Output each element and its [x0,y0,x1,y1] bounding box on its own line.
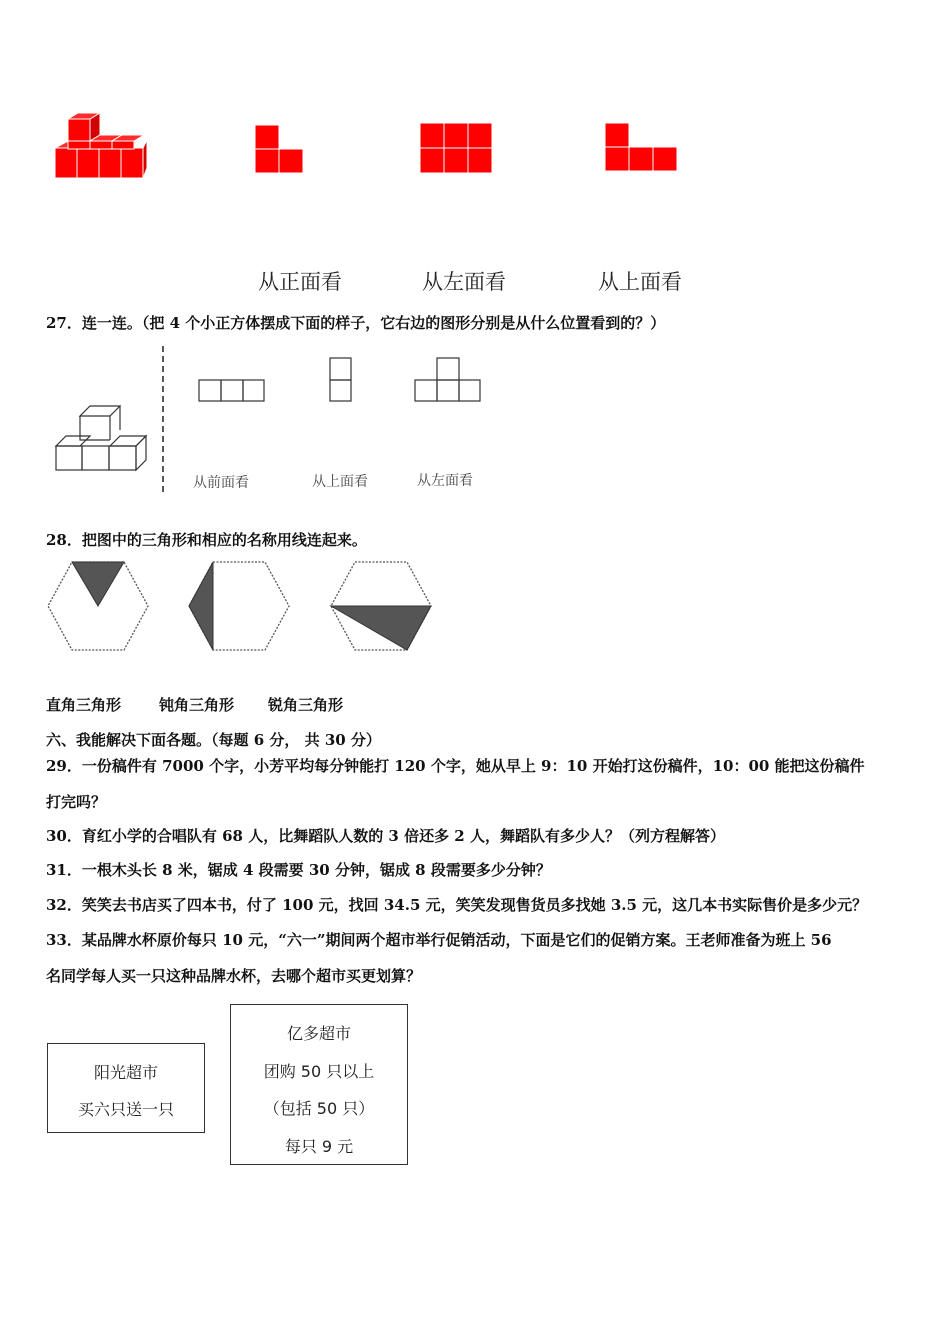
left-view-figure [419,122,495,174]
question-28: 28．把图中的三角形和相应的名称用线连起来。 [46,531,367,549]
question-33-line1: 33．某品牌水杯原价每只 10 元，“六一”期间两个超市举行促销活动，下面是它们的促销方案。王老师准备为班上 56 [46,931,832,949]
store-b-line3: 每只 9 元 [284,1137,354,1156]
question-29-line2: 打完吗？ [46,793,107,811]
store-b-name: 亿多超市 [286,1024,351,1043]
dashed-divider [160,346,166,492]
top-view-label: 从上面看 [598,270,682,294]
front-view-label: 从正面看 [258,270,342,294]
section-6-heading: 六、我能解决下面各题。（每题 6 分， 共 30 分） [46,731,381,749]
q27-left-label: 从左面看 [417,473,473,489]
store-a-box [47,1043,205,1133]
hexagon-right-triangle-figure [187,560,291,652]
triangle-name-acute: 锐角三角形 [268,696,344,714]
triangle-name-obtuse: 钝角三角形 [159,696,235,714]
store-b-line1: 团购 50 只以上 [263,1062,375,1081]
store-b-line2: （包括 50 只） [263,1099,375,1118]
store-a-offer: 买六只送一只 [77,1100,174,1119]
top-view-figure [604,122,680,172]
question-33-line2: 名同学每人买一只这种品牌水杯，去哪个超市买更划算？ [46,967,422,985]
q27-front-label: 从前面看 [193,475,249,491]
q27-front-view-shape [197,378,267,404]
hexagon-obtuse-triangle-figure [329,560,433,652]
question-32: 32．笑笑去书店买了四本书，付了 100 元，找回 34.5 元，笑笑发现售货员多找她 3.5 元，这几本书实际售价是多少元？ [46,896,868,914]
q27-top-view-shape [328,356,354,404]
question-31: 31．一根木头长 8 米，锯成 4 段需要 30 分钟，锯成 8 段需要多少分钟？ [46,861,551,879]
left-view-label: 从左面看 [422,270,506,294]
question-29-line1: 29．一份稿件有 7000 个字，小芳平均每分钟能打 120 个字，她从早上 9：10 开始打这份稿件，10：00 能把这份稿件 [46,757,865,775]
q27-cube-stack-figure [52,402,152,474]
store-b-box [230,1004,408,1165]
q27-left-view-shape [413,356,483,404]
hexagon-acute-triangle-figure [46,560,150,652]
q27-top-label: 从上面看 [312,474,368,490]
store-a-name: 阳光超市 [93,1063,158,1082]
red-cube-solid-figure [50,108,150,183]
triangle-name-right: 直角三角形 [46,696,122,714]
question-30: 30．育红小学的合唱队有 68 人，比舞蹈队人数的 3 倍还多 2 人，舞蹈队有多少人？（列方程解答） [46,827,725,845]
question-27: 27．连一连。（把 4 个小正方体摆成下面的样子，它右边的图形分别是从什么位置看到的？） [46,314,666,332]
front-view-figure [254,124,306,174]
